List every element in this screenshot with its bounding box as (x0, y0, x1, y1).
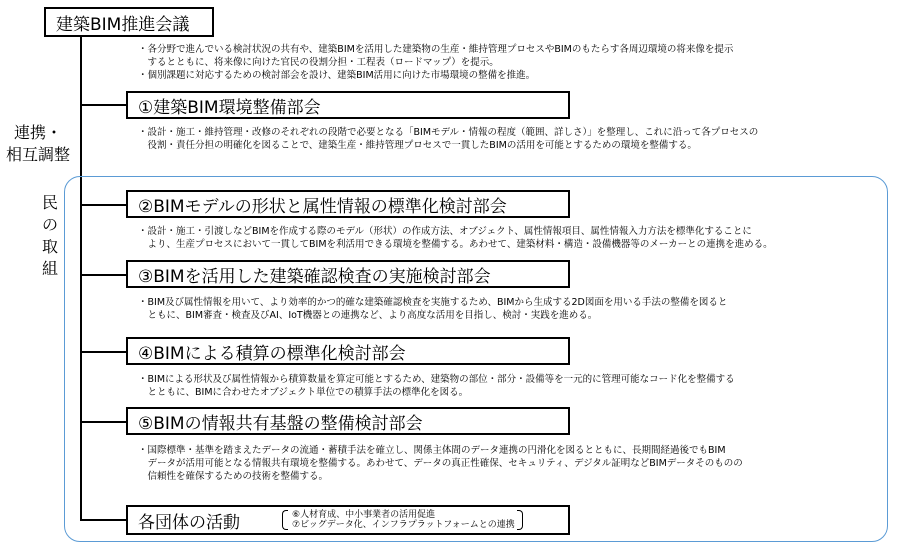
groups-activities-items (282, 510, 515, 530)
right-bracket (517, 510, 523, 530)
committee-1-title: ①建築BIM環境整備部会 (138, 97, 321, 118)
coordination-label-line1: 連携・ (14, 123, 63, 142)
bim-promotion-council-title: 建築BIM推進会議 (56, 14, 190, 35)
committee-2-box (126, 190, 570, 218)
committee-desc-line: とともに、BIMに合わせたオブジェクト単位での積算手法の標準化を図る。 (138, 387, 469, 398)
committee-4-title: ④BIMによる積算の標準化検討部会 (138, 343, 406, 364)
groups-activities-title: 各団体の活動 (138, 512, 240, 533)
left-bracket (282, 510, 288, 530)
committee-3-description (138, 296, 727, 322)
committee-desc-line: ともに、BIM審査・検査及びAI、IoT機器との連携など、より高度な活用を目指し、検討・実践を進める。 (138, 310, 598, 321)
committee-1-box (126, 91, 570, 119)
committee-2-title: ②BIMモデルの形状と属性情報の標準化検討部会 (138, 196, 507, 217)
private-sector-char: の (41, 215, 58, 234)
private-sector-char: 民 (41, 193, 58, 212)
committee-desc-line: 役割・責任分担の明確化を図ることで、建築生産・維持管理プロセスで一貫したBIMの活用を可能とするための環境を整備する。 (138, 140, 697, 151)
groups-item: ⑦ビッグデータ化、インフラプラットフォームとの連携 (292, 520, 515, 530)
coordination-label (6, 122, 70, 166)
council-description (138, 43, 733, 82)
committee-5-title: ⑤BIMの情報共有基盤の整備検討部会 (138, 413, 423, 434)
coordination-label-line2: 相互調整 (6, 145, 71, 164)
council-desc-line: するとともに、将来像に向けた官民の役割分担・工程表（ロードマップ）を提示。 (138, 57, 499, 68)
committee-desc-line: ・設計・施工・引渡しなどBIMを作成する際のモデル（形状）の作成方法、オブジェクト、属性情報項目、属性情報入力方法を標準化することに (138, 226, 752, 237)
committee-2-description (138, 225, 773, 251)
council-desc-line: ・各分野で進んでいる検討状況の共有や、建築BIMを活用した建築物の生産・維持管理プロセスやBIMのもたらす各周辺環境の将来像を提示 (138, 44, 734, 55)
committee-desc-line: ・BIM及び属性情報を用いて、より効率的かつ的確な建築確認検査を実施するため、BIMから生成する2D図面を用いる手法の整備を図ると (138, 297, 728, 308)
committee-4-box (126, 337, 570, 365)
bim-promotion-council-box (44, 7, 214, 37)
private-sector-char: 組 (41, 259, 58, 278)
committee-5-description (138, 444, 743, 483)
committee-5-box (126, 407, 570, 435)
committee-desc-line: 信頼性を確保するための技術を整備する。 (138, 471, 329, 482)
committee-3-title: ③BIMを活用した建築確認検査の実施検討部会 (138, 266, 491, 287)
private-sector-char: 取 (41, 237, 58, 256)
committee-desc-line: ・BIMによる形状及び属性情報から積算数量を算定可能とするため、建築物の部位・部分・設備等を一元的に管理可能なコード化を整備する (138, 374, 735, 385)
connector-committee-1 (80, 104, 126, 106)
committee-desc-line: データが活用可能となる情報共有環境を整備する。あわせて、データの真正性確保、セキュリティ、デジタル証明などBIMデータそのものの (138, 458, 743, 469)
council-desc-line: ・個別課題に対応するための検討部会を設け、建築BIM活用に向けた市場環境の整備を推進。 (138, 70, 536, 81)
groups-item: ⑥人材育成、中小事業者の活用促進 (292, 510, 436, 520)
committee-desc-line: ・国際標準・基準を踏まえたデータの流通・蓄積手法を確立し、関係主体間のデータ連携の円滑化を図るとともに、長期間経過後でもBIM (138, 445, 726, 456)
private-sector-label (40, 192, 60, 280)
committee-4-description (138, 373, 735, 399)
committee-3-box (126, 260, 570, 288)
committee-1-description (138, 126, 758, 152)
committee-desc-line: ・設計・施工・維持管理・改修のそれぞれの段階で必要となる「BIMモデル・情報の程度（範囲、詳しさ）」を整理し、これに沿って各プロセスの (138, 127, 759, 138)
committee-desc-line: より、生産プロセスにおいて一貫してBIMを利活用できる環境を整備する。あわせて、建築材料・構造・設備機器等のメーカーとの連携を進める。 (138, 239, 773, 250)
